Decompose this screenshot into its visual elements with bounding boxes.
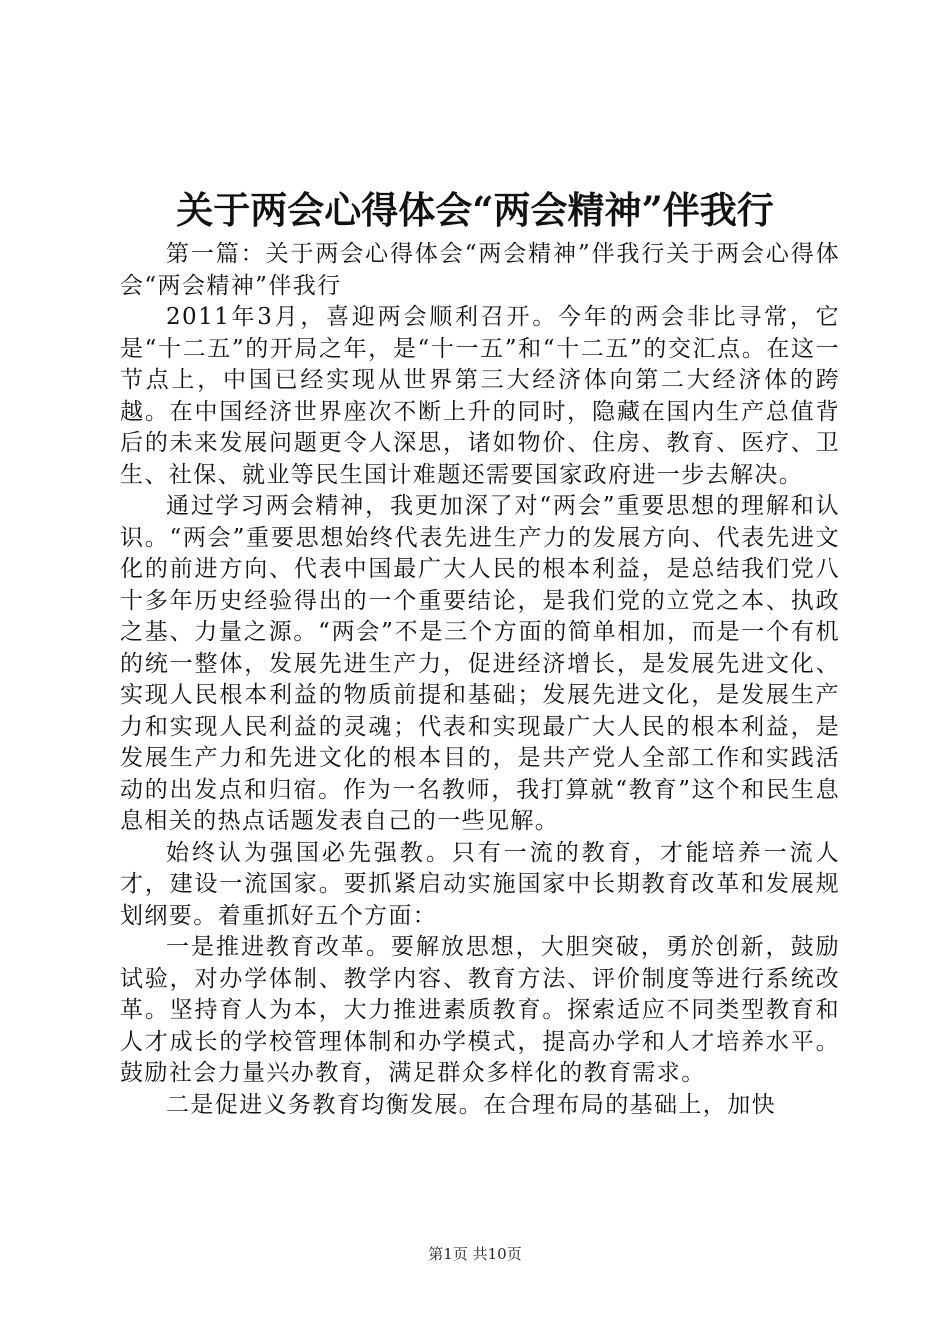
document-title: 关于两会心得体会“两会精神”伴我行 [176,188,774,232]
paragraph: 二是促进义务教育均衡发展。在合理布局的基础上，加快 [166,1091,776,1118]
paragraph: 2011年3月，喜迎两会顺利召开。今年的两会非比寻常，它是“十二五”的开局之年，是“十一五”和“十二五”的交汇点。在这一节点上，中国已经实现从世界第三大经济体向第二大经济体的跨越。在中国经济世界座次不断上升的同时，隐藏在国内生产总值背后的未来发展问题更令人深思，诸如物价、住房、教育、医疗、卫生、社保、就业等民生国计难题还需要国家政府进一步去解决。 [120,304,840,488]
paragraph: 一是推进教育改革。要解放思想，大胆突破，勇於创新，鼓励试验，对办学体制、教学内容、教育方法、评价制度等进行系统改革。坚持育人为本，大力推进素质教育。探索适应不同类型教育和人才成长的学校管理体制和办学模式，提高办学和人才培养水平。鼓励社会力量兴办教育，满足群众多样化的教育需求。 [120,934,840,1086]
paragraph: 通过学习两会精神，我更加深了对“两会”重要思想的理解和认识。“两会”重要思想始终代表先进生产力的发展方向、代表先进文化的前进方向、代表中国最广大人民的根本利益，是总结我们党八十多年历史经验得出的一个重要结论，是我们党的立党之本、执政之基、力量之源。“两会”不是三个方面的简单相加，而是一个有机的统一整体，发展先进生产力，促进经济增长，是发展先进文化、实现人民根本利益的物质前提和基础；发展先进文化，是发展生产力和实现人民利益的灵魂；代表和实现最广大人民的根本利益，是发展生产力和先进文化的根本目的，是共产党人全部工作和实践活动的出发点和归宿。作为一名教师，我打算就“教育”这个和民生息息相关的热点话题发表自己的一些见解。 [120,493,840,834]
paragraph: 第一篇：关于两会心得体会“两会精神”伴我行关于两会心得体会“两会精神”伴我行 [120,241,840,299]
document-body [120,239,840,1121]
paragraph: 始终认为强国必先强教。只有一流的教育，才能培养一流人才，建设一流国家。要抓紧启动实施国家中长期教育改革和发展规划纲要。着重抓好五个方面： [120,839,840,929]
page-number-footer: 第1页 共10页 [428,1245,522,1263]
